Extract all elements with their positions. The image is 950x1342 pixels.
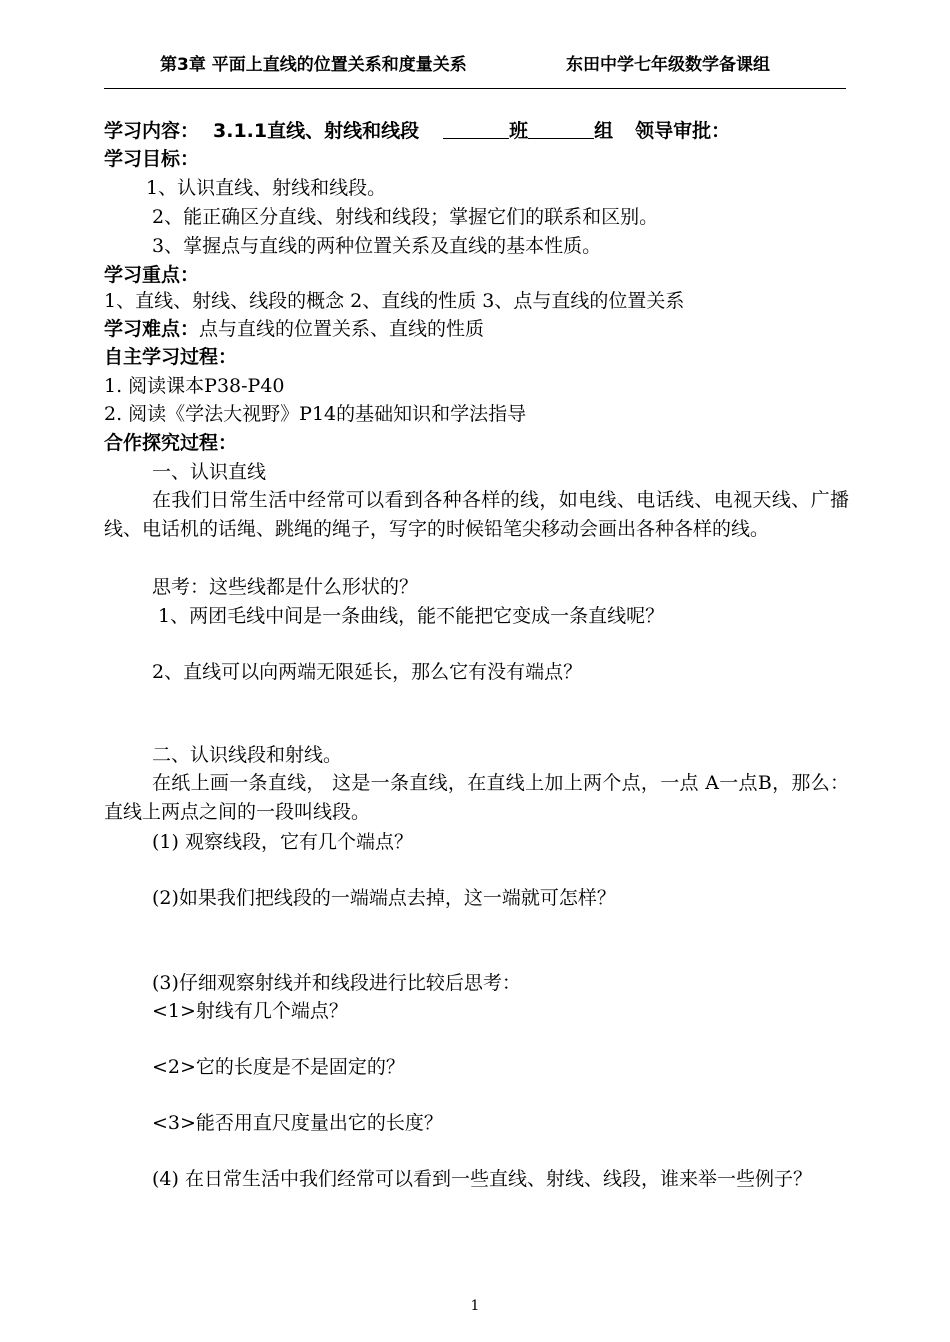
difficulties-heading: 学习难点： [104, 318, 200, 340]
self-study-item: 1. 阅读课本P38-P40 [104, 375, 285, 397]
section2-question-3: (3)仔细观察射线并和线段进行比较后思考： [152, 972, 521, 994]
section2-question-3-3: <3>能否用直尺度量出它的长度？ [152, 1112, 443, 1134]
difficulties-text: 点与直线的位置关系、直线的性质 [199, 318, 485, 340]
content-topic: 3.1.1直线、射线和线段 [213, 120, 420, 142]
section2-question-3-2: <2>它的长度是不是固定的？ [152, 1056, 405, 1078]
key-points-heading: 学习重点： [104, 264, 200, 286]
objective-item: 3、掌握点与直线的两种位置关系及直线的基本性质。 [152, 235, 602, 257]
page-header [0, 50, 950, 76]
section1-title: 一、认识直线 [152, 461, 267, 483]
objectives-heading: 学习目标： [104, 148, 200, 170]
cooperative-heading: 合作探究过程： [104, 432, 238, 454]
self-study-item: 2. 阅读《学法大视野》P14的基础知识和学法指导 [104, 403, 527, 425]
section2-title: 二、认识线段和射线。 [152, 744, 343, 766]
self-study-heading: 自主学习过程： [104, 346, 238, 368]
key-points-text: 1、直线、射线、线段的概念 2、直线的性质 3、点与直线的位置关系 [104, 290, 685, 312]
section2-paragraph: 在纸上画一条直线， 这是一条直线，在直线上加上两个点，一点 A一点B，那么：直线上两点之间的一段叫线段。 [104, 772, 849, 823]
class-label: 班 [509, 120, 529, 142]
objective-item: 2、能正确区分直线、射线和线段；掌握它们的联系和区别。 [152, 206, 659, 228]
section2-question-2: (2)如果我们把线段的一端端点去掉，这一端就可怎样？ [152, 887, 616, 909]
section2-question-4: (4) 在日常生活中我们经常可以看到一些直线、射线、线段，谁来举一些例子？ [152, 1168, 812, 1190]
approval-label: 领导审批： [635, 120, 731, 142]
header-chapter-title: 第3章 平面上直线的位置关系和度量关系 [160, 55, 467, 75]
think-question: 思考：这些线都是什么形状的？ [152, 576, 419, 598]
question-2: 2、直线可以向两端无限延长，那么它有没有端点？ [152, 661, 583, 683]
content-label: 学习内容： [104, 120, 200, 142]
page-number: 1 [470, 1298, 480, 1314]
difficulties-line [104, 315, 484, 343]
group-blank [528, 118, 594, 139]
section1-paragraph: 在我们日常生活中经常可以看到各种各样的线，如电线、电话线、电视天线、广播线、电话机的话绳、跳绳的绳子，写字的时候铅笔尖移动会画出各种各样的线。 [104, 489, 849, 540]
content-line [104, 117, 730, 145]
objective-item: 1、认识直线、射线和线段。 [146, 177, 387, 199]
question-1: 1、两团毛线中间是一条曲线，能不能把它变成一条直线呢？ [158, 605, 665, 627]
header-group-name: 东田中学七年级数学备课组 [566, 55, 770, 75]
section2-question-1: (1) 观察线段，它有几个端点？ [152, 831, 413, 853]
class-blank [443, 118, 509, 139]
header-divider [104, 88, 846, 89]
section2-question-3-1: <1>射线有几个端点？ [152, 1000, 348, 1022]
group-label: 组 [594, 120, 614, 142]
